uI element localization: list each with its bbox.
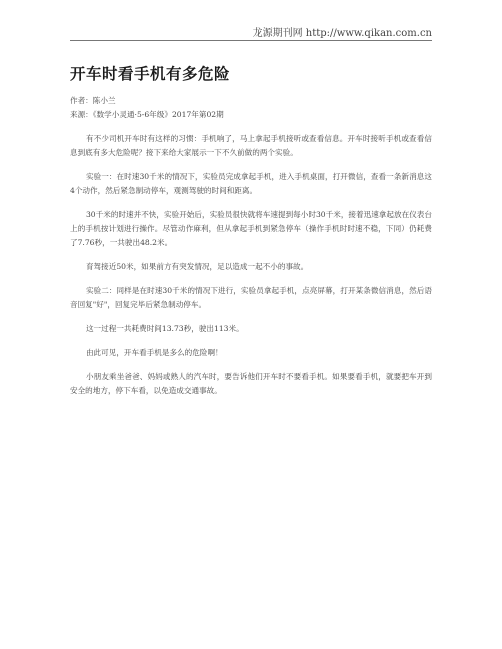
paragraph: 实验二：同样是在时速30千米的情况下进行，实验员拿起手机，点亮屏幕，打开某条微信消息，然后语音回复"好"，回复完毕后紧急制动停车。 [70, 286, 432, 309]
paragraph: 小朋友乘坐爸爸、妈妈或熟人的汽车时，要告诉他们开车时不要看手机。如果要看手机，就要把车开到安全的地方，停下车看，以免造成交通事故。 [70, 372, 432, 395]
paragraph: 育驾接近50米，如果前方有突发情况，足以造成一起不小的事故。 [85, 262, 309, 271]
article-author: 作者：陈小兰 [70, 96, 116, 105]
paragraph: 由此可见，开车看手机是多么的危险啊！ [85, 348, 223, 357]
article-body [70, 132, 432, 398]
paragraph: 这一过程一共耗费时间13.73秒，驶出113米。 [85, 324, 244, 333]
article-source: 来源：《数学小灵通·5-6年级》2017年第02期 [70, 110, 224, 119]
article [70, 62, 432, 408]
header-source: 龙源期刊网 http://www.qikan.com.cn [252, 28, 432, 39]
paragraph: 实验一：在时速30千米的情况下，实验员完成拿起手机，进入手机桌面，打开微信，查看一条新消息这4个动作，然后紧急制动停车，观测驾驶的时间和距离。 [70, 172, 432, 195]
paragraph: 有不少司机开车时有这样的习惯：手机响了，马上拿起手机接听或查看信息。开车时接听手机或查看信息到底有多大危险呢？接下来给大家展示一下不久前做的两个实验。 [70, 134, 432, 157]
header-divider [70, 40, 432, 41]
article-title: 开车时看手机有多危险 [70, 65, 231, 83]
paragraph: 30千米的时速并不快，实验开始后，实验员很快就将车速提到每小时30千米，接着迅速拿起放在仪表台上的手机按计划进行操作。尽管动作麻利，但从拿起手机到紧急停车（操作手机时时速不稳，下同）仍耗费了7.76秒，一共驶出48.2米。 [70, 210, 432, 247]
